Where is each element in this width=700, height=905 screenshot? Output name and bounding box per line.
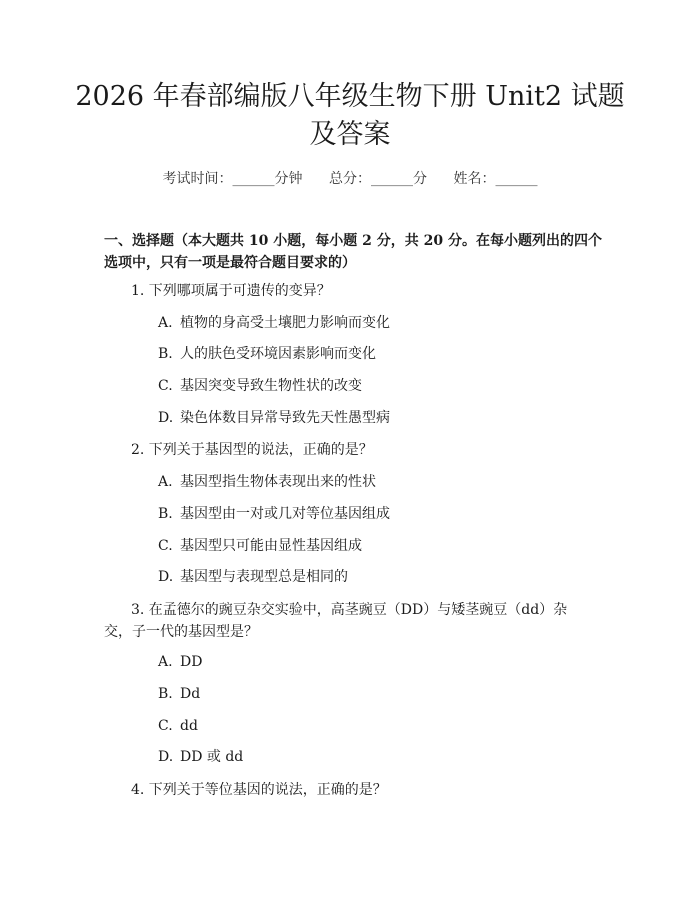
question-3-option-a: A. DD (158, 654, 203, 670)
question-1-option-d: D. 染色体数目异常导致先天性愚型病 (158, 410, 390, 426)
exam-time: 考试时间：______分钟 (162, 171, 303, 187)
question-3-option-c: C. dd (158, 718, 198, 734)
question-2-option-b: B. 基因型由一对或几对等位基因组成 (158, 506, 390, 522)
question-3: 3. 在孟德尔的豌豆杂交实验中，高茎豌豆（DD）与矮茎豌豆（dd）杂交，子一代的基因型是？ (104, 602, 568, 640)
title-line-1: 2026 年春部编版八年级生物下册 Unit2 试题 (75, 81, 625, 112)
question-1-option-c: C. 基因突变导致生物性状的改变 (158, 378, 362, 394)
question-2-option-a: A. 基因型指生物体表现出来的性状 (158, 474, 376, 490)
question-1-option-b: B. 人的肤色受环境因素影响而变化 (158, 346, 376, 362)
question-2-option-c: C. 基因型只可能由显性基因组成 (158, 538, 362, 554)
exam-info (0, 168, 700, 188)
question-2-option-d: D. 基因型与表现型总是相同的 (158, 569, 348, 585)
section-heading: 一、选择题（本大题共 10 小题，每小题 2 分，共 20 分。在每小题列出的四个选项中，只有一项是最符合题目要求的） (104, 233, 602, 271)
question-3-option-b: B. Dd (158, 686, 201, 702)
question-1: 1. 下列哪项属于可遗传的变异？ (131, 283, 331, 299)
question-3-option-d: D. DD 或 dd (158, 749, 244, 765)
question-1-option-a: A. 植物的身高受土壤肥力影响而变化 (158, 315, 390, 331)
question-2: 2. 下列关于基因型的说法，正确的是？ (131, 442, 373, 458)
question-4: 4. 下列关于等位基因的说法，正确的是？ (131, 782, 387, 798)
title-line-2: 及答案 (309, 119, 391, 150)
exam-score: 总分：______分 (329, 171, 427, 187)
page-title (60, 78, 640, 154)
exam-name: 姓名：______ (453, 171, 538, 187)
